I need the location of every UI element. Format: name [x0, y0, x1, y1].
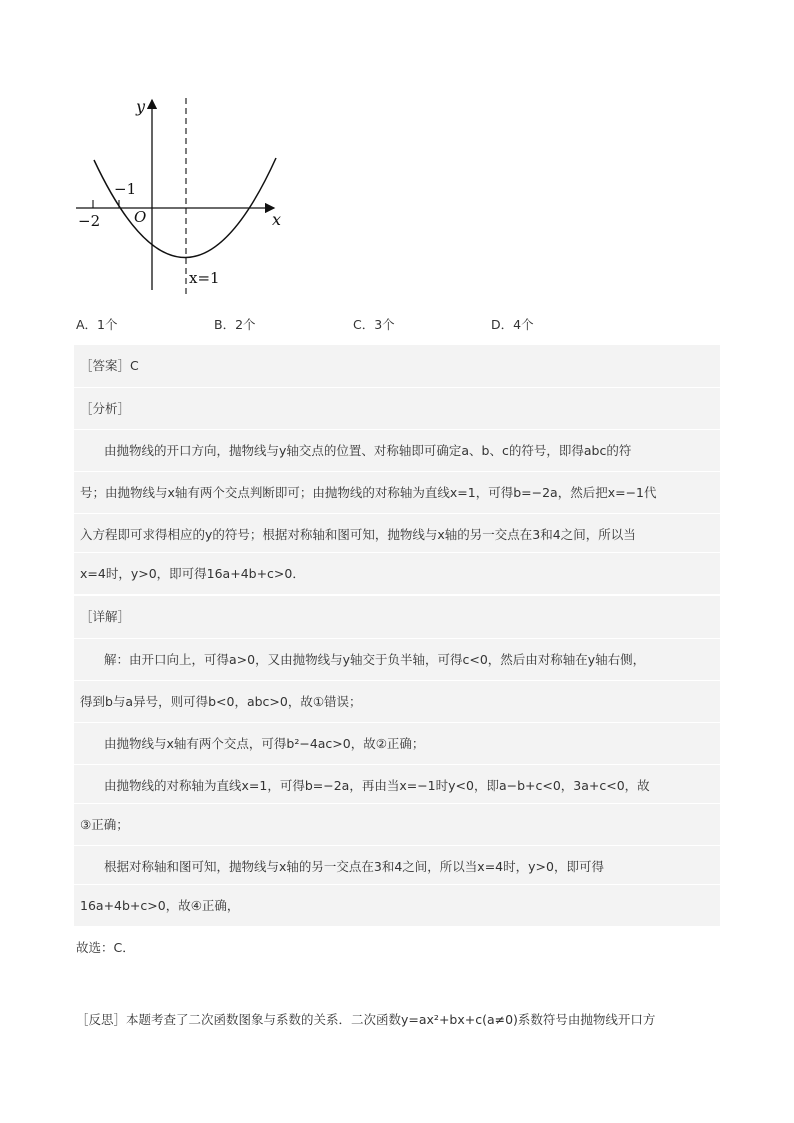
- origin-label: O: [134, 208, 147, 226]
- parabola-graph: [72, 92, 292, 302]
- detail-line-7: 16a+4b+c>0，故④正确，: [74, 884, 720, 926]
- reflection-line: ［反思］本题考查了二次函数图象与系数的关系．二次函数y=ax²+bx+c(a≠0)系数符号由抛物线开口方: [76, 1012, 656, 1027]
- detail-line-2: 得到b与a异号，则可得b<0，abc>0，故①错误；: [74, 680, 720, 722]
- answer-line: ［答案］C: [80, 358, 139, 373]
- analysis-line-1: 由抛物线的开口方向，抛物线与y轴交点的位置、对称轴即可确定a、b、c的符号，即得abc的符: [74, 429, 720, 471]
- y-axis-label: y: [136, 97, 146, 116]
- detail-line-1: 解：由开口向上，可得a>0，又由抛物线与y轴交于负半轴，可得c<0，然后由对称轴在y轴右侧，: [74, 638, 720, 680]
- detail-line-4: 由抛物线的对称轴为直线x=1，可得b=−2a，再由当x=−1时y<0，即a−b+c<0，3a+c<0，故: [74, 764, 720, 806]
- detail-line-3: 由抛物线与x轴有两个交点，可得b²−4ac>0，故②正确；: [74, 722, 720, 764]
- tick-label-minus1: −1: [114, 180, 137, 198]
- symmetry-axis-label: x=1: [189, 269, 220, 287]
- option-c: C．3个: [353, 317, 395, 332]
- answer-options: [76, 315, 716, 335]
- parabola-figure: [72, 92, 292, 302]
- detail-line-5: ③正确；: [74, 803, 720, 845]
- option-d: D．4个: [491, 317, 534, 332]
- option-a: A．1个: [76, 317, 118, 332]
- analysis-line-4: x=4时，y>0，即可得16a+4b+c>0．: [74, 552, 720, 594]
- detail-block: [74, 596, 720, 926]
- detail-line-6: 根据对称轴和图可知，抛物线与x轴的另一交点在3和4之间，所以当x=4时，y>0，即可得: [74, 845, 720, 887]
- detail-header: ［详解］: [80, 609, 131, 624]
- analysis-line-2: 号；由抛物线与x轴有两个交点判断即可；由抛物线的对称轴为直线x=1，可得b=−2a，然后把x=−1代: [74, 471, 720, 513]
- conclusion-line: 故选：C．: [76, 940, 135, 955]
- analysis-line-3: 入方程即可求得相应的y的符号；根据对称轴和图可知，抛物线与x轴的另一交点在3和4之间，所以当: [74, 513, 720, 555]
- x-axis-label: x: [272, 210, 282, 229]
- tick-label-minus2: −2: [78, 212, 101, 230]
- option-b: B．2个: [214, 317, 256, 332]
- analysis-block: [74, 345, 720, 594]
- analysis-header: ［分析］: [74, 387, 720, 429]
